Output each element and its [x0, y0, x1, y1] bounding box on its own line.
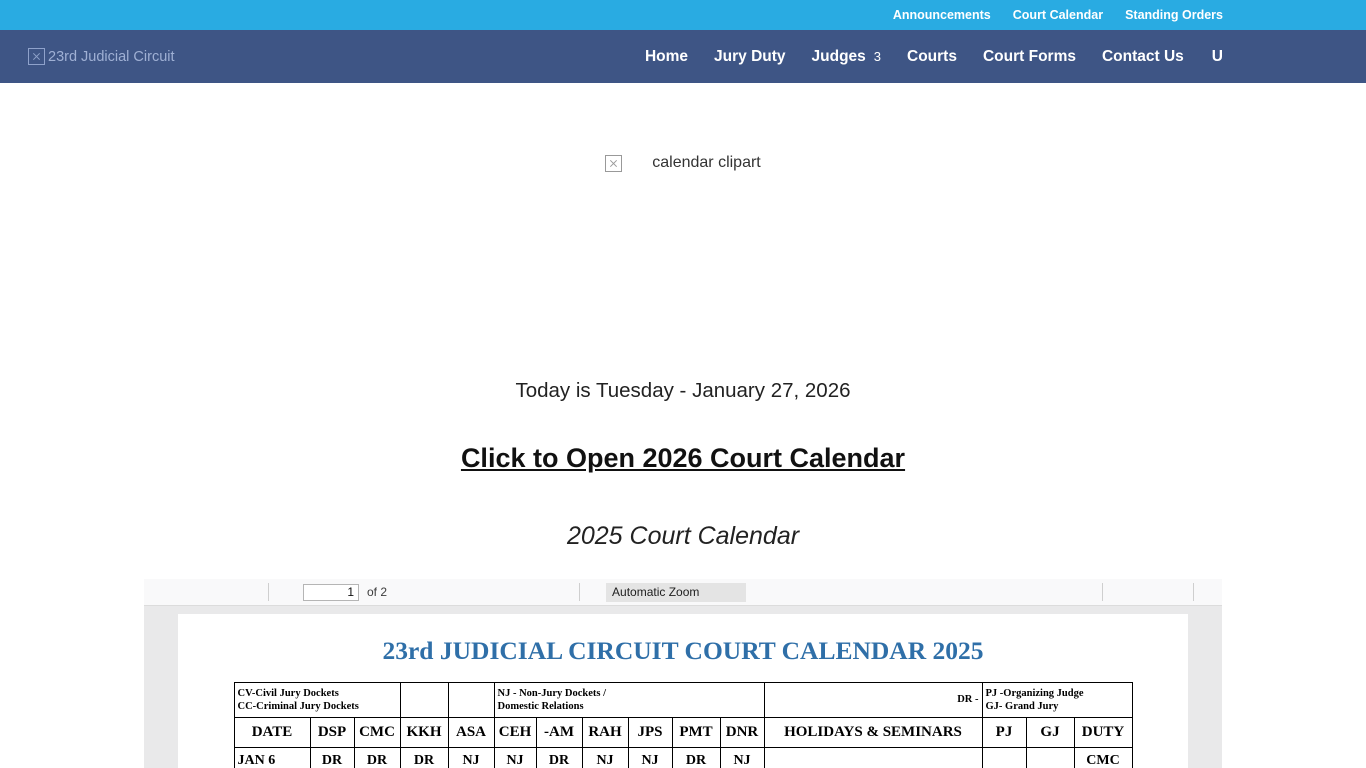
pdf-document-title: 23rd JUDICIAL CIRCUIT COURT CALENDAR 2025	[382, 636, 984, 665]
cell-holidays	[764, 748, 982, 768]
col-header-jps: JPS	[628, 718, 672, 748]
cell-cmc: DR	[354, 748, 400, 768]
legend-nonjury-text: NJ - Non-Jury Dockets /	[497, 687, 606, 699]
nav-links	[619, 48, 1223, 66]
legend-jury-dockets	[234, 683, 400, 718]
col-header-dnr: DNR	[720, 718, 764, 748]
chevron-down-icon[interactable]: 3	[873, 49, 882, 64]
broken-image-icon	[28, 48, 45, 65]
cell-pj	[982, 748, 1026, 768]
legend-blank-1	[400, 683, 448, 718]
col-header-asa: ASA	[448, 718, 494, 748]
legend-pj-text: PJ -Organizing Judge	[985, 687, 1084, 699]
cell-am: DR	[536, 748, 582, 768]
legend-dr: DR -	[764, 683, 982, 718]
court-calendar-table	[234, 682, 1133, 768]
cell-asa: NJ	[448, 748, 494, 768]
nav-item-contact-us[interactable]: Contact Us	[1101, 47, 1184, 65]
pdf-viewer	[144, 579, 1222, 768]
toolbar-divider	[268, 583, 269, 601]
nav-item-extra[interactable]: U	[1211, 47, 1223, 65]
calendar-clipart-broken	[605, 154, 761, 172]
col-header-rah: RAH	[582, 718, 628, 748]
col-header-pmt: PMT	[672, 718, 720, 748]
table-row	[234, 748, 1132, 768]
legend-civil: CV-Civil Jury Dockets	[237, 687, 339, 699]
nav-item-courts[interactable]: Courts	[907, 47, 957, 65]
utility-link-standing-orders[interactable]: Standing Orders	[1125, 8, 1223, 22]
site-logo-alt-text: 23rd Judicial Circuit	[48, 48, 175, 65]
cell-rah: NJ	[582, 748, 628, 768]
calendar-clipart-container	[0, 143, 1366, 183]
legend-blank-2	[448, 683, 494, 718]
utility-bar	[0, 0, 1366, 30]
table-header-row	[234, 718, 1132, 748]
toolbar-divider	[1102, 583, 1103, 601]
cell-gj	[1026, 748, 1074, 768]
legend-criminal: CC-Criminal Jury Dockets	[237, 701, 359, 712]
col-header-ceh: CEH	[494, 718, 536, 748]
cell-ceh: NJ	[494, 748, 536, 768]
table-legend-row	[234, 683, 1132, 718]
main-navigation	[0, 30, 1366, 83]
toolbar-divider	[1193, 583, 1194, 601]
toolbar-divider	[579, 583, 580, 601]
legend-nonjury	[494, 683, 764, 718]
calendar-clipart-alt-text: calendar clipart	[652, 154, 761, 171]
pdf-zoom-select[interactable]: Automatic Zoom	[606, 583, 746, 602]
cell-jps: NJ	[628, 748, 672, 768]
utility-link-announcements[interactable]: Announcements	[892, 8, 991, 22]
legend-domestic-text: Domestic Relations	[497, 701, 584, 712]
nav-item-home[interactable]: Home	[644, 47, 689, 65]
col-header-date: DATE	[234, 718, 310, 748]
cell-duty: CMC	[1074, 748, 1132, 768]
cell-dsp: DR	[310, 748, 354, 768]
cell-pmt: DR	[672, 748, 720, 768]
col-header-duty: DUTY	[1074, 718, 1132, 748]
nav-item-judges[interactable]: Judges	[811, 47, 866, 65]
pdf-page-count-label: of 2	[367, 585, 388, 599]
col-header-dsp: DSP	[310, 718, 354, 748]
col-header-pj: PJ	[982, 718, 1026, 748]
utility-link-court-calendar[interactable]: Court Calendar	[1012, 8, 1104, 22]
open-2026-calendar-link[interactable]: Click to Open 2026 Court Calendar	[460, 443, 906, 473]
col-header-kkh: KKH	[400, 718, 448, 748]
col-header-am: -AM	[536, 718, 582, 748]
legend-pj-gj	[982, 683, 1132, 718]
col-header-gj: GJ	[1026, 718, 1074, 748]
page-content	[0, 143, 1366, 768]
cell-date: JAN 6	[234, 748, 310, 768]
pdf-toolbar	[144, 579, 1222, 606]
legend-gj-text: GJ- Grand Jury	[985, 701, 1059, 712]
cell-dnr: NJ	[720, 748, 764, 768]
col-header-holidays: HOLIDAYS & SEMINARS	[764, 718, 982, 748]
nav-item-court-forms[interactable]: Court Forms	[982, 47, 1076, 65]
today-date-text: Today is Tuesday - January 27, 2026	[515, 379, 851, 402]
nav-item-jury-duty[interactable]: Jury Duty	[714, 47, 786, 65]
pdf-page-number-input[interactable]	[303, 584, 359, 601]
col-header-cmc: CMC	[354, 718, 400, 748]
pdf-page-area[interactable]	[144, 606, 1222, 768]
broken-image-icon	[605, 155, 622, 172]
pdf-page-1	[178, 614, 1188, 768]
section-title-2025-calendar: 2025 Court Calendar	[566, 522, 800, 550]
site-logo[interactable]	[28, 48, 175, 65]
cell-kkh: DR	[400, 748, 448, 768]
